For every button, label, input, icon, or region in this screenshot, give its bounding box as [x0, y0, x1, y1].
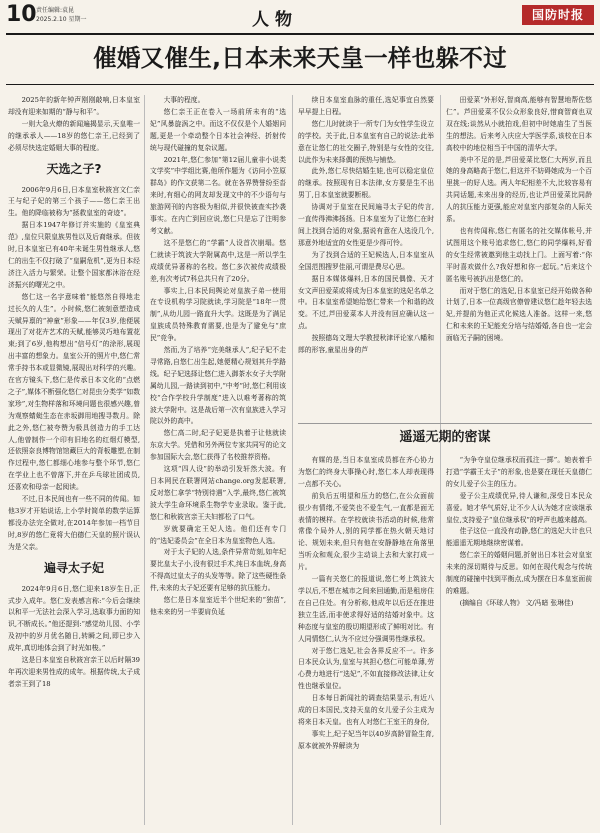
paragraph: 协调对于皇室在民间遍寻太子妃的传言,一直传得沸沸扬扬。日本皇室为了让悠仁在时间上找到合适的对象,据说有意在人选没几个,那意外地适宜的女性更是少得可怜。: [298, 203, 434, 247]
paragraph: 田爱菜“外形好,智商高,能够有智慧地帮佐悠仁”。芦田爱菜不仅公众形象良好,惜商智商也双双在线;谈然从小就拍戏,但初中时她庙生了当医生的想法。后来考入庆应大学医学系,该校在日本高校中的地位相当于中国的清华大学。: [446, 96, 592, 152]
article-column-3-lower: [298, 455, 434, 825]
paragraph: 悠仁儿时就读于一所专门为女性学生设立的学校。关于此,日本皇室有自己的说法:此举意在让悠仁的社交圈子,特别是与女性的交往,以此作为未来择偶的预热与铺垫。: [298, 119, 434, 164]
paragraph: 这是日本皇室自秋筱宫亲王以后时隔39年再次迎来男性成的成年。根据传统,太子成者亲王到了18: [8, 656, 140, 688]
paragraph: 此外,悠仁尽快结婚生娃,也可以稳定皇位的继承。按照现有日本法律,女方要是生不出男丁,日本皇室就要断根。: [298, 167, 434, 200]
page-number: 10: [6, 2, 37, 27]
date-line: 2025.2.10 星期一: [36, 16, 87, 23]
paragraph: 这不是悠仁的“学霸”人设首次崩塌。悠仁就读于筑波大学附属高中,这是一所以学生成绩优异著称的名校。悠仁多次被传成绩极差,有次考试7科总共只有了20分。: [150, 238, 286, 283]
article-column-1: [8, 95, 140, 825]
column-divider: [144, 95, 145, 825]
subheading-chosen-one: 天选之子?: [46, 161, 102, 176]
paragraph: 事实上,日本民间舆论对皇族子弟一使用在专设机构学习院就读,学习院是“18年一贯制”,从幼儿园一路直升大学。这既是为了满足皇族成员特殊教育需要,也是为了避免与“庶民”竞争。: [150, 286, 286, 343]
paragraph: 一则大急火燎的新闻遍揭显示,天皇唯一的继承承人——18岁的悠仁亲王,已经到了必须尽快选定婚姻大事的程度。: [8, 119, 140, 152]
page-meta: [36, 6, 86, 24]
paragraph: 日本每日新闻社的调查结果显示,有近八成的日本国民,支持天皇的女儿爱子公主成为将来日本天皇。也有人对悠仁王室王的身份,: [298, 694, 434, 726]
paragraph: 美中不足的是,芦田爱菜比悠仁大两岁,而且她的身高略高于悠仁,但这并不妨碍她成为一个百里挑一的好人选。两人年纪相差不大,比较容易有共同话题,未来出身的经历,也让芦田爱菜比同龄人的抗压能力更强,能应对皇室内部复杂的人际关系。: [446, 155, 592, 224]
paragraph: 爱子公主成绩优异,待人谦和,深受日本民众喜爱。她才华气质好,让不少人认为她才应该继承皇位,支持爱子“皇位继承权”的呼声也越来越高。: [446, 491, 592, 524]
paragraph: 佳子这位一直没有动静,悠仁的选妃大计也只能遥遥无期地继续密谋着。: [446, 527, 592, 548]
paragraph: 对于悠仁选妃,社会各界反应不一。许多日本民众认为,皇室与其担心悠仁可能单薄,劳心费力地进行“选妃”,不如直接修改法律,让女性也继承皇位。: [298, 646, 434, 691]
article-column-2: [150, 95, 286, 825]
paragraph: “为争夺皇位继承权而孤注一掷”。她表着手打造“学霸王太子”的形象,也是要在现任天皇德仁的女儿爱子公主的压力。: [446, 456, 592, 488]
article-column-4-lower: [446, 455, 592, 825]
headline-rule: [6, 84, 594, 85]
paragraph: 一篇有关悠仁的报道说,悠仁考上筑波大学以后,不想在城市之间来回通勤,而是租房住在自己住处。有分析称,他成年以后还在推进独立生活,而非使求得好适的结婚对象中。这种态度与皇室的殷切期望形成了鲜明对比。有人同情悠仁,认为不应过分强调男性继承权。: [298, 575, 434, 643]
column-divider: [440, 95, 441, 825]
paragraph: 悠仁亲王正在卷入一场前所未有的“选妃”风暴旋涡之中。而这不仅仅是个人婚姻问题,更是一个牵动整个日本社会神经、折射传统与现代碰撞的复杂议题。: [150, 107, 286, 152]
headline: 催婚又催生,日本未来天皇一样也躲不过: [93, 44, 507, 72]
article-credit: (摘编自《环球人物》 文/冯暗 张琳佳): [459, 598, 574, 607]
paragraph: 悠仁高二时,纪子妃更是执着于让他就读东京大学。凭借和另外两位专家共同写的论文参加国际大会,悠仁获得了名校推荐资格。: [150, 429, 286, 462]
subheading-search-princess: 遍寻太子妃: [43, 560, 104, 575]
paragraph: 按照德岛文理大学教授秋津评论家八幡和郎的形容,童星出身的芦: [298, 334, 434, 355]
paragraph: 前负后五明望和压力的悠仁,在公众面前很少有情绪,不爱笑也不爱生气,一直都是面无表情的模样。在学校就读书活动的时候,他常常像个局外人,别的同学都在热火朝天地讨论、规划未来,但只有他在安静静地在角落里当听众和观众,很少主动谈上去和大家打成一片。: [298, 491, 434, 572]
paragraph: 续日本皇室血脉的重任,选妃事宜自然要早早提上日程。: [298, 96, 434, 116]
paragraph: 对于太子妃的人选,条件异常苛刻,如年纪要比皇太子小,没有很过手术,纯日本血统,身高不得高过皇太子的头发等等。除了这些硬性条件,未来的太子妃还要有足够的抗压能力。: [150, 548, 286, 593]
paragraph: 大事的程度。: [163, 96, 205, 104]
paragraph: 悠仁是日本皇室近半个世纪来的“独苗”,他未来的另一半要肩负延: [150, 596, 286, 616]
paragraph: 然而,为了培养“完美继承人”,纪子妃不走寻常路,自悠仁出生起,她便精心规划其升学路线。纪子妃选择让悠仁进入御茶水女子大学附属幼儿园,一路读到初中,“中考”时,悠仁利用该校“合作学校升学制度”进入以难考著称的筑波大学附中。这是战后第一次有皇族进入学习院以外的高中。: [150, 346, 286, 426]
header-rule: [6, 33, 594, 35]
paragraph: 据日本1947年修订并实施的《皇室典范》,皇位只限皇族男性以及后裔继承。但彼时,日本皇室已有40年未诞生男性继承人,悠仁的出生不仅打破了“皇嗣危机”,更为日本经济注入活力与繁荣。让整个国家都沐浴在经济振兴的曙光之中。: [8, 221, 140, 289]
paragraph: 也有传闻称,悠仁有匿名的社交媒体帐号,并试图用这个账号追求悠仁,悠仁的同学爆料,好看的女生经常被邀到他主动找上门。上面写着:“你平时喜欢做什么?我好想和你一起玩。”后来这个匿名账号被扒出是悠仁的。: [446, 226, 592, 283]
paragraph: 2024年9月6日,悠仁迎来18岁生日,正式步入成年。悠仁发表感言称:“今后会继续以和平一无法社会深入学习,选取事力面的知识,不断成长。”他还提到:“感觉幼儿园、小学及初中的岁月优名随日,转瞬之间,即已步入成年,真切地体会到了时光如梭。”: [8, 584, 140, 653]
page-header: [0, 0, 600, 36]
paragraph: 有媒的是,当日本皇室成员都在齐心协力为悠仁的终身大事操心时,悠仁本人却表现得一点都不关心。: [298, 456, 434, 488]
paragraph: 不过,日本民间也有一些不同的传闻。如他3岁才开始说话,上小学时简单的数学运算都没办法完全做对,在2014年参加一档节目时,8岁的悠仁竟将大伯德仁天皇的照片误认为是父亲。: [8, 495, 140, 551]
paragraph: 为了找到合适的王妃候选人,日本皇室从全国范围搜罗佳丽,可谓是费尽心思。: [298, 250, 434, 271]
paragraph: 据日本媒体爆料,日本的国民偶像、天才女文声田爱菜或将成为日本皇室的选妃名单之中。日本皇室希望她给悠仁带来一个和谐的改变。不过,芦田爱菜本人并没有回应确认这一点。: [298, 274, 434, 331]
paragraph: 悠仁这一名字意味着“能悠然自得地走过长久的人生”。小时候,悠仁被刻意塑造成天赋异禀的“神童”形象——年仅3岁,他便展现出了对花卉艺术的天赋,能够灵巧地布置花束;到了6岁,他构想出“信号灯”的涂形,展现出丰富的想象力。皇室公开的照片中,悠仁常常手持书本或显微镜,展现出对科学的兴趣。在官方镜头下,悠仁是传承日本文化的“点燃之子”,媒体不断强化悠仁对昆虫分类学“如数家珍”,对生物样落和环境问题也很感兴趣,曾为观察蜻蜓生态在赤坂御用地搜寻数月。除此之外,悠仁被夸赞为极具创造力的手工达人,他曾制作一个印有旧地名的红烟灯模型,还依照奈良博物馆馆藏巨大的背板雕塑,在制作过程中,悠仁都细心地参与整个环节,悠仁在学业上也不曾落下,并在乒乓球社团成员,还喜欢和母亲一起阅读。: [8, 292, 140, 492]
paragraph: 事实上,纪子妃当年以40岁高龄冒险生育,原本就被外界解读为: [298, 729, 434, 750]
subheading-secret-plot: 遥遥无期的密谋: [399, 430, 491, 445]
paragraph: 2025年的新年钟声刚刚敲响,日本皇室却没有迎来如期的“静与和平”。: [8, 96, 140, 116]
section-rule: [298, 423, 592, 424]
newspaper-logo: 国防时报: [522, 5, 594, 25]
article-column-4: [446, 95, 592, 422]
article-column-3: [298, 95, 434, 422]
paragraph: 这项“四人设”的举动引发轩然大波。有日本网民在联署网站change.org发起联署,反对悠仁拿学“特别待遇”入学,最终,悠仁被筑波大学生命环境系生物学专业录取。鉴于此,悠仁和秋筱宫亲王夫妇都松了口气。: [150, 465, 286, 521]
paragraph: 岁就要确定王妃人选。他们还有专门的“选妃委员会”在全日本为皇室物色人选。: [150, 524, 286, 545]
paragraph: 而对于悠仁的选妃,日本皇室已经开始做各种计划了,日本一位高级官僚曾建议悠仁趁年轻去选妃,并提前为他正式化候选人准备。这样一来,悠仁和未来的王妃能充分培与结婚婚,各自也一定会面临无子嗣的困境。: [446, 286, 592, 343]
section-title: 人物: [252, 10, 298, 30]
column-divider: [292, 95, 293, 825]
paragraph: 2021年,悠仁参加“第12届儿童非小说类文学奖”中学组比赛,他所作题为《访问小笠原群岛》的作文获第二名。就在各界赞誉纷至沓来时,有细心的网友却发现文中的不少语句与旅游网刊的内容极为相似,并很快被查实抄袭事实。在内亡到回应说,悠仁只是忘了注明参考文献。: [150, 155, 286, 235]
paragraph: 2006年9月6日,日本皇室秋筱宫文仁亲王与纪子妃的第三个孩子——悠仁亲王出生。他的降临被称为“拯救皇室的奇迹”。: [8, 185, 140, 218]
paragraph: 悠仁亲王的婚姻问题,折射出日本社会对皇室未来的深切期待与反思。如何在现代观念与传统制度的碰撞中找到平衡点,成为摆在日本皇室面前的难题。: [446, 551, 592, 595]
editor-line: 责任编辑:袁昆: [36, 7, 75, 14]
